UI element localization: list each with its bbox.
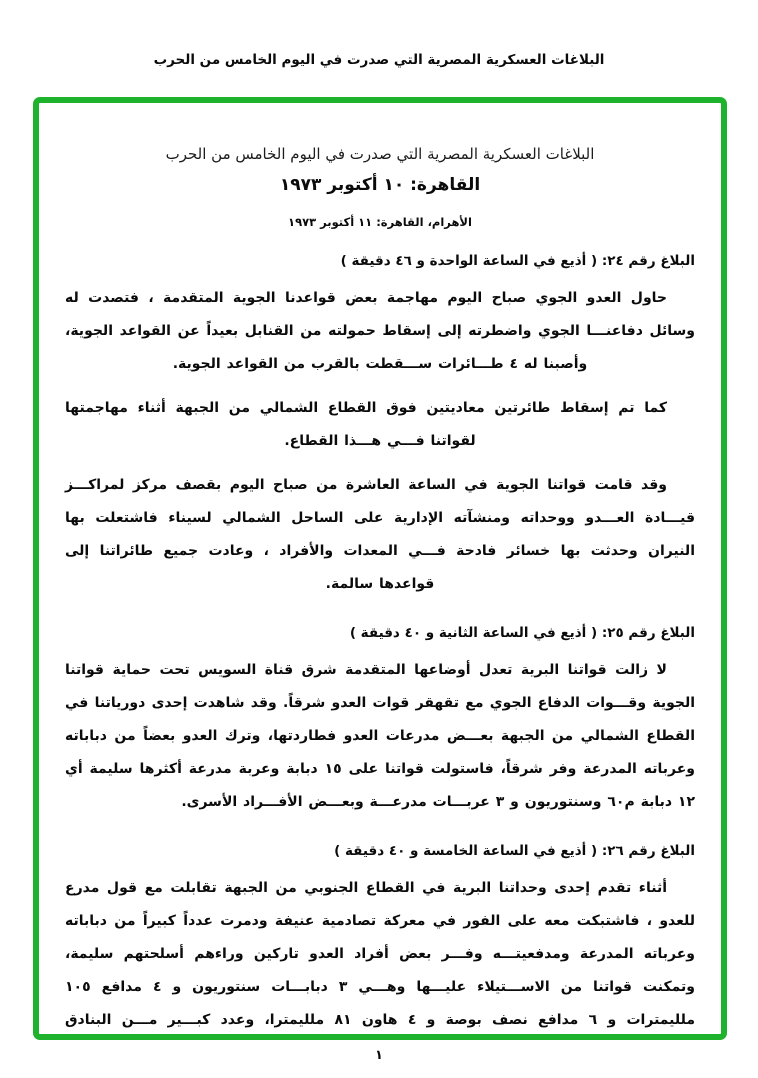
- page-number: ١: [375, 1048, 383, 1063]
- document-title: البلاغات العسكرية المصرية التي صدرت في اليوم الخامس من الحرب: [165, 145, 595, 163]
- communique-26-header: البلاغ رقم ٢٦: ( أذيع في الساعة الخامسة و ٤٠ دقيقة ): [334, 843, 695, 859]
- document-dateline: القاهرة: ١٠ أكتوبر ١٩٧٣: [279, 175, 481, 195]
- communique-24-paragraph-1: حاول العدو الجوي صباح اليوم مهاجمة بعض قواعدنا الجوية المتقدمة ، فتصدت له وسائل دفاعنـــا الجوي واضطرته إلى إسقاط حمولته من القنابل بعيداً عن القواعد الجوية، وأصبنا له ٤ طـــائرات ســـقطت بالقرب من القواعد الجوية.: [65, 290, 695, 372]
- communique-25-header: البلاغ رقم ٢٥: ( أذيع في الساعة الثانية و ٤٠ دقيقة ): [349, 625, 695, 641]
- document-border-box: [33, 97, 727, 1040]
- document-source-line: الأهرام، القاهرة: ١١ أكتوبر ١٩٧٣: [288, 215, 472, 229]
- communique-25-paragraph-1: لا زالت قواتنا البرية تعدل أوضاعها المتقدمة شرق قناة السويس تحت حماية قواتنا الجوية وقـــوات الدفاع الجوي مع تقهقر قوات العدو شرقاً. وقد شاهدت إحدى دورياتنا في القطاع الشمالي من الجبهة بعـــض مدرعات العدو فطاردتها، وترك العدو بعضاً من دباباته وعرباته المدرعة وفر شرقاً، فاستولت قواتنا على ١٥ دبابة وعربة مدرعة أكثرها سليمة أي ١٢ دبابة م٦٠ وسنتوريون و ٣ عربـــات مدرعـــة وبعـــض الأفـــراد الأسرى.: [65, 662, 696, 810]
- page-heading: البلاغات العسكرية المصرية التي صدرت في اليوم الخامس من الحرب: [153, 52, 605, 68]
- communique-24-paragraph-3: وقد قامت قواتنا الجوية في الساعة العاشرة من صباح اليوم بقصف مركز لمراكـــز قيـــادة العـــدو ووحداته ومنشآته الإدارية على الساحل الشمالي لسيناء فاشتعلت بها النيران وحدثت بها خسائر فادحة فـــي المعدات والأفراد ، وعادت جميع طائراتنا إلى قواعدها سالمة.: [65, 477, 695, 592]
- communique-26-paragraph-1: أثناء تقدم إحدى وحداتنا البرية في القطاع الجنوبي من الجبهة تقابلت مع قول مدرع للعدو ، فاشتبكت معه على الفور في معركة تصادمية عنيفة ودمرت عدداً كبيراً من دباباته وعرباته المدرعة ومدفعيتـــه وفـــر بعض أفراد العدو تاركين وراءهم أسلحتهم سليمة، وتمكنت قواتنا من الاســـتيلاء عليـــها وهـــي ٣ دبابـــات سنتوريون و ٤ مدافع ١٠٥ ملليمترات و ٦ مدافع نصف بوصة و ٤ هاون ٨١ ملليمترا، وعدد كبـــير مـــن البنادق: [65, 880, 695, 1028]
- communique-24-header: البلاغ رقم ٢٤: ( أذيع في الساعة الواحدة و ٤٦ دقيقة ): [340, 253, 695, 269]
- communique-24-paragraph-2: كما تم إسقاط طائرتين معاديتين فوق القطاع الشمالي من الجبهة أثناء مهاجمتها لقواتنا فـــي هـــذا القطاع.: [65, 400, 667, 449]
